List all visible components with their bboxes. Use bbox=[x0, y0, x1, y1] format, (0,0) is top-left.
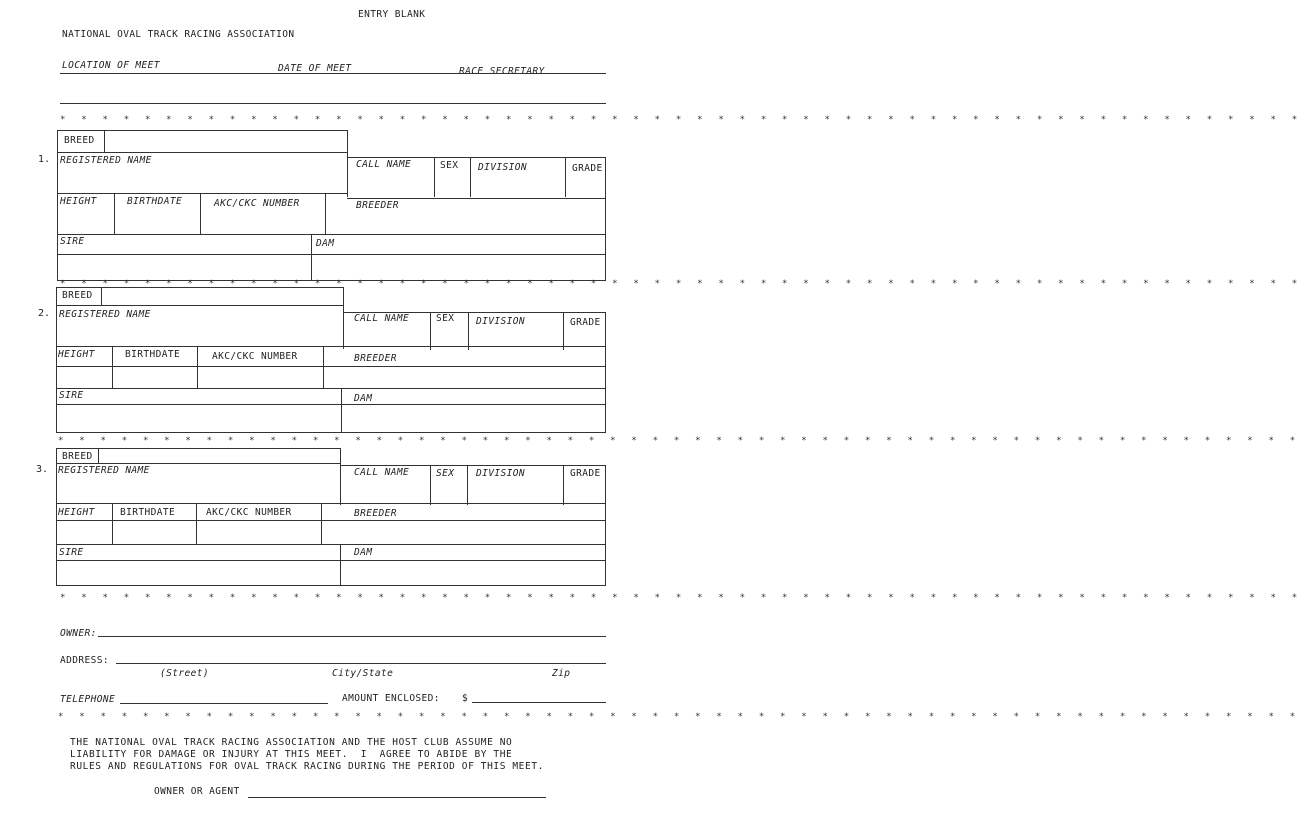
separator-dots: * * * * * * * * * * * * * * * * * * * * * * * * * * * * * * * * * * * * * * * * * * * * * * * * * * * * * * * * * * * bbox=[58, 712, 1301, 722]
divider bbox=[605, 157, 606, 280]
divider bbox=[321, 503, 322, 545]
divider bbox=[101, 287, 102, 305]
divider bbox=[467, 465, 468, 505]
row-line bbox=[57, 152, 347, 153]
birthdate-label: BIRTHDATE bbox=[127, 196, 183, 207]
sex-label: SEX bbox=[436, 468, 455, 479]
owner-field[interactable] bbox=[98, 636, 606, 637]
divider bbox=[112, 503, 113, 545]
separator-dots: * * * * * * * * * * * * * * * * * * * * * * * * * * * * * * * * * * * * * * * * * * * * * * * * * * * * * * * * * * * bbox=[60, 115, 1302, 125]
divider bbox=[323, 346, 324, 388]
meet-info-line-2[interactable] bbox=[60, 103, 606, 104]
division-label: DIVISION bbox=[476, 316, 525, 327]
divider bbox=[104, 130, 105, 152]
dollar-sign: $ bbox=[462, 693, 469, 704]
date-of-meet-label: DATE OF MEET bbox=[278, 63, 352, 74]
height-label: HEIGHT bbox=[60, 196, 97, 207]
breeder-label: BREEDER bbox=[354, 353, 397, 364]
disclaimer-line-2: LIABILITY FOR DAMAGE OR INJURY AT THIS MEET. I AGREE TO ABIDE BY THE bbox=[70, 749, 513, 760]
breed-label: BREED bbox=[62, 290, 93, 301]
separator-dots: * * * * * * * * * * * * * * * * * * * * * * * * * * * * * * * * * * * * * * * * * * * * * * * * * * * * * * * * * * * bbox=[58, 436, 1301, 446]
registered-name-label: REGISTERED NAME bbox=[60, 155, 152, 166]
race-secretary-label: RACE SECRETARY bbox=[459, 66, 545, 77]
breed-label: BREED bbox=[64, 135, 95, 146]
row-line bbox=[56, 366, 605, 367]
divider bbox=[340, 544, 341, 585]
row-line bbox=[56, 305, 343, 306]
call-name-label: CALL NAME bbox=[354, 467, 410, 478]
zip-caption: Zip bbox=[552, 668, 571, 679]
divider bbox=[311, 234, 312, 280]
divider bbox=[98, 448, 99, 463]
akc-ckc-number-label: AKC/CKC NUMBER bbox=[206, 507, 292, 518]
row-line bbox=[56, 544, 605, 545]
height-label: HEIGHT bbox=[58, 349, 95, 360]
entry-number: 1. bbox=[38, 154, 51, 165]
divider bbox=[468, 312, 469, 350]
divider bbox=[340, 448, 341, 505]
breeder-label: BREEDER bbox=[354, 508, 397, 519]
form-title: ENTRY BLANK bbox=[358, 9, 426, 20]
meet-info-line[interactable] bbox=[60, 73, 606, 74]
location-of-meet-label: LOCATION OF MEET bbox=[62, 60, 160, 71]
owner-label: OWNER: bbox=[60, 628, 97, 639]
birthdate-label: BIRTHDATE bbox=[125, 349, 181, 360]
row-line bbox=[347, 157, 605, 158]
row-line bbox=[56, 346, 605, 347]
divider bbox=[196, 503, 197, 545]
divider bbox=[197, 346, 198, 388]
row-line bbox=[56, 463, 340, 464]
dam-label: DAM bbox=[316, 238, 335, 249]
separator-dots: * * * * * * * * * * * * * * * * * * * * * * * * * * * * * * * * * * * * * * * * * * * * * * * * * * * * * * * * * * * bbox=[60, 279, 1302, 289]
row-line bbox=[56, 503, 605, 504]
address-label: ADDRESS: bbox=[60, 655, 109, 666]
divider bbox=[200, 193, 201, 235]
row-line bbox=[347, 198, 605, 199]
row-line bbox=[56, 404, 605, 405]
row-line bbox=[57, 193, 347, 194]
divider bbox=[341, 388, 342, 432]
row-line bbox=[57, 234, 605, 235]
divider bbox=[434, 157, 435, 197]
registered-name-label: REGISTERED NAME bbox=[59, 309, 151, 320]
sire-label: SIRE bbox=[60, 236, 85, 247]
row-line bbox=[56, 520, 605, 521]
divider bbox=[114, 193, 115, 235]
address-field[interactable] bbox=[116, 663, 606, 664]
disclaimer-line-3: RULES AND REGULATIONS FOR OVAL TRACK RACING DURING THE PERIOD OF THIS MEET. bbox=[70, 761, 544, 772]
disclaimer-line-1: THE NATIONAL OVAL TRACK RACING ASSOCIATION AND THE HOST CLUB ASSUME NO bbox=[70, 737, 513, 748]
city-state-caption: City/State bbox=[332, 668, 394, 679]
breed-label: BREED bbox=[62, 451, 93, 462]
sire-label: SIRE bbox=[59, 547, 84, 558]
registered-name-label: REGISTERED NAME bbox=[58, 465, 150, 476]
organization-name: NATIONAL OVAL TRACK RACING ASSOCIATION bbox=[62, 29, 295, 40]
divider bbox=[343, 287, 344, 349]
divider bbox=[470, 157, 471, 197]
entry-number: 3. bbox=[36, 464, 49, 475]
divider bbox=[605, 312, 606, 432]
akc-ckc-number-label: AKC/CKC NUMBER bbox=[212, 351, 298, 362]
divider bbox=[565, 157, 566, 197]
birthdate-label: BIRTHDATE bbox=[120, 507, 176, 518]
sex-label: SEX bbox=[440, 160, 459, 171]
row-line bbox=[56, 388, 605, 389]
breed-field[interactable] bbox=[106, 131, 346, 151]
call-name-label: CALL NAME bbox=[356, 159, 412, 170]
divider bbox=[430, 312, 431, 350]
amount-field[interactable] bbox=[472, 702, 606, 703]
row-line bbox=[56, 560, 605, 561]
divider bbox=[325, 193, 326, 235]
owner-or-agent-label: OWNER OR AGENT bbox=[154, 786, 240, 797]
akc-ckc-number-label: AKC/CKC NUMBER bbox=[214, 198, 300, 209]
row-line bbox=[340, 465, 605, 466]
divider bbox=[605, 465, 606, 585]
divider bbox=[563, 465, 564, 505]
row-line bbox=[57, 254, 605, 255]
entry-top-line bbox=[56, 287, 343, 288]
sex-label: SEX bbox=[436, 313, 455, 324]
dam-label: DAM bbox=[354, 393, 373, 404]
grade-label: GRADE bbox=[570, 317, 601, 328]
entry-number: 2. bbox=[38, 308, 51, 319]
breeder-label: BREEDER bbox=[356, 200, 399, 211]
division-label: DIVISION bbox=[478, 162, 527, 173]
separator-dots: * * * * * * * * * * * * * * * * * * * * * * * * * * * * * * * * * * * * * * * * * * * * * * * * * * * * * * * * * * * bbox=[60, 593, 1302, 603]
grade-label: GRADE bbox=[570, 468, 601, 479]
telephone-label: TELEPHONE bbox=[60, 694, 116, 705]
sire-label: SIRE bbox=[59, 390, 84, 401]
call-name-label: CALL NAME bbox=[354, 313, 410, 324]
divider bbox=[563, 312, 564, 350]
dam-label: DAM bbox=[354, 547, 373, 558]
divider bbox=[112, 346, 113, 388]
height-label: HEIGHT bbox=[58, 507, 95, 518]
amount-enclosed-label: AMOUNT ENCLOSED: bbox=[342, 693, 440, 704]
divider bbox=[430, 465, 431, 505]
street-caption: (Street) bbox=[160, 668, 209, 679]
divider bbox=[347, 130, 348, 197]
telephone-field[interactable] bbox=[120, 703, 328, 704]
signature-field[interactable] bbox=[248, 797, 546, 798]
division-label: DIVISION bbox=[476, 468, 525, 479]
grade-label: GRADE bbox=[572, 163, 603, 174]
registered-name-field[interactable] bbox=[58, 166, 346, 194]
